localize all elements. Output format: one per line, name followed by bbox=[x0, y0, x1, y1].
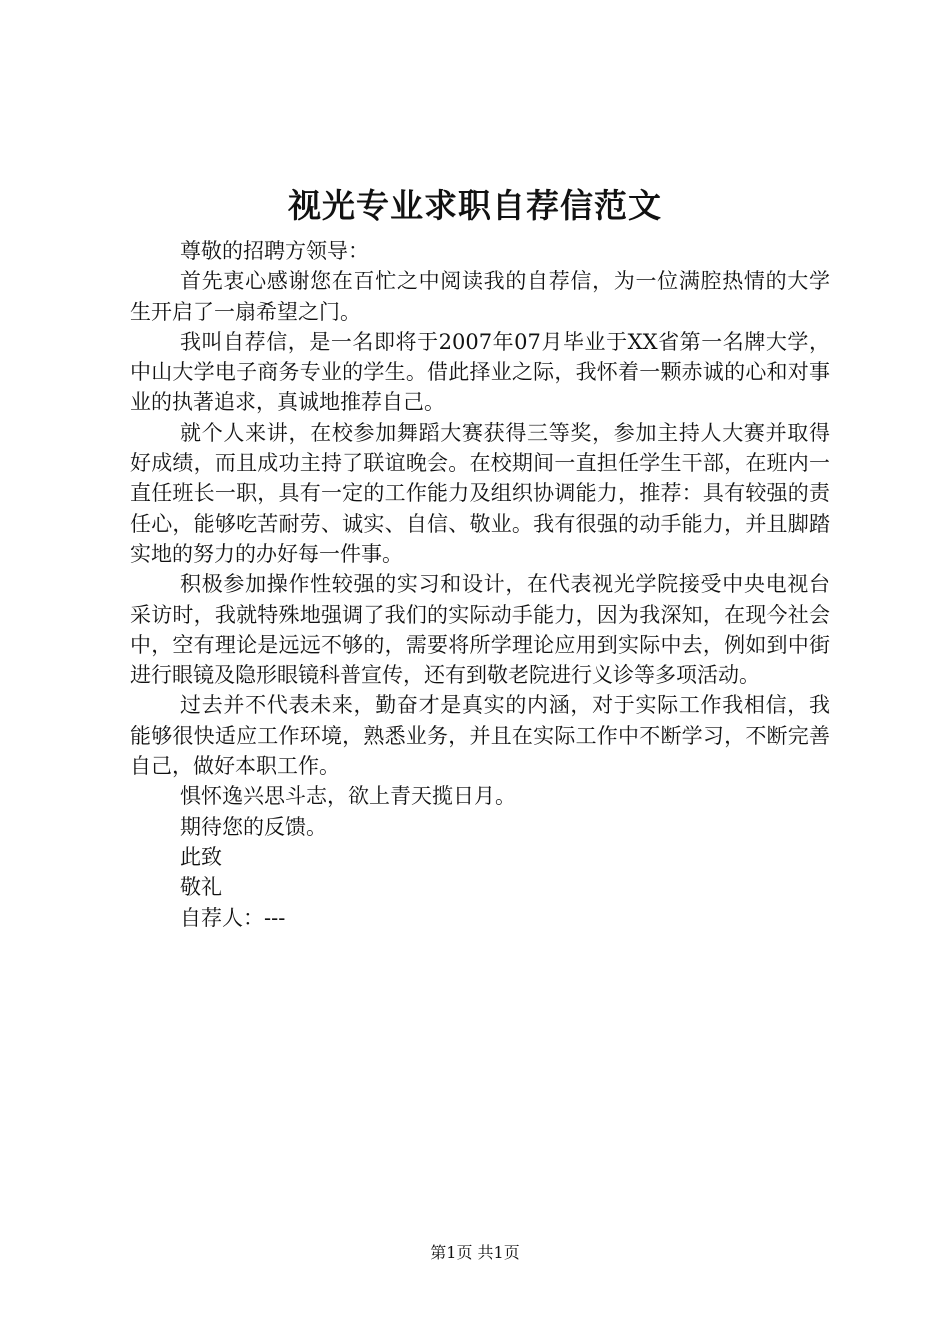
paragraph-future: 过去并不代表未来，勤奋才是真实的内涵，对于实际工作我相信，我能够很快适应工作环境，熟悉业务，并且在实际工作中不断学习，不断完善自己，做好本职工作。 bbox=[130, 693, 830, 779]
closing-salute: 敬礼 bbox=[180, 875, 222, 900]
salutation: 尊敬的招聘方领导： bbox=[180, 239, 369, 263]
signature: 自荐人：--- bbox=[180, 905, 286, 930]
closing-greeting: 此致 bbox=[180, 844, 222, 869]
motto: 惧怀逸兴思斗志，欲上青天揽日月。 bbox=[180, 784, 516, 809]
paragraph-practice: 积极参加操作性较强的实习和设计，在代表视光学院接受中央电视台采访时，我就特殊地强调了我们的实际动手能力，因为我深知，在现今社会中，空有理论是远远不够的，需要将所学理论应用到实际中去，例如到中街进行眼镜及隐形眼镜科普宣传，还有到敬老院进行义诊等多项活动。 bbox=[130, 572, 830, 688]
paragraph-personal: 就个人来讲，在校参加舞蹈大赛获得三等奖，参加主持人大赛并取得好成绩，而且成功主持了联谊晚会。在校期间一直担任学生干部，在班内一直任班长一职，具有一定的工作能力及组织协调能力，推荐：具有较强的责任心，能够吃苦耐劳、诚实、自信、敬业。我有很强的动手能力，并且脚踏实地的努力的办好每一件事。 bbox=[130, 420, 830, 566]
paragraph-introduction: 我叫自荐信，是一名即将于2007年07月毕业于XX省第一名牌大学，中山大学电子商务专业的学生。借此择业之际，我怀着一颗赤诚的心和对事业的执著追求，真诚地推荐自己。 bbox=[130, 329, 830, 415]
paragraph-thanks: 首先衷心感谢您在百忙之中阅读我的自荐信，为一位满腔热情的大学生开启了一扇希望之门。 bbox=[130, 269, 830, 324]
expectation: 期待您的反馈。 bbox=[180, 814, 327, 839]
page-title: 视光专业求职自荐信范文 bbox=[288, 186, 662, 225]
letter-body bbox=[130, 236, 830, 933]
page-footer: 第1页 共1页 bbox=[430, 1243, 520, 1262]
